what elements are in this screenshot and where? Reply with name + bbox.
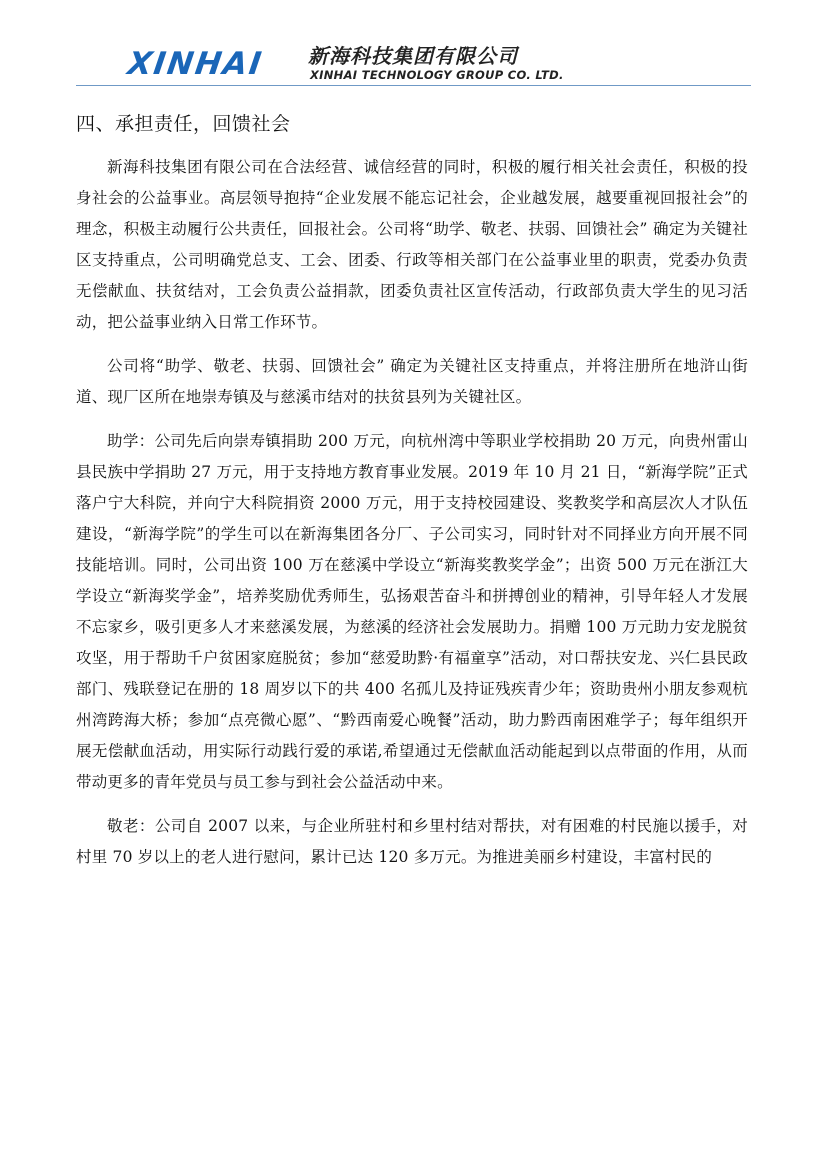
- paragraph-elderly-care: 敬老：公司自 2007 以来，与企业所驻村和乡里村结对帮扶，对有困难的村民施以援手，对村里 70 岁以上的老人进行慰问，累计已达 120 多万元。为推进美丽乡村建设，丰富村民的: [76, 817, 748, 866]
- paragraph-intro: 新海科技集团有限公司在合法经营、诚信经营的同时，积极的履行相关社会责任，积极的投身社会的公益事业。高层领导抱持“企业发展不能忘记社会，企业越发展，越要重视回报社会”的理念，积极主动履行公共责任，回报社会。公司将“助学、敬老、扶弱、回馈社会” 确定为关键社区支持重点，公司明确党总支、工会、团委、行政等相关部门在公益事业里的职责，党委办负责无偿献血、扶贫结对，工会负责公益捐款，团委负责社区宣传活动，行政部负责大学生的见习活动，把公益事业纳入日常工作环节。: [76, 158, 748, 331]
- company-name-en: XINHAI TECHNOLOGY GROUP CO. LTD.: [310, 68, 564, 82]
- paragraph-key-communities: 公司将“助学、敬老、扶弱、回馈社会” 确定为关键社区支持重点，并将注册所在地浒山街道、现厂区所在地崇寿镇及与慈溪市结对的扶贫县列为关键社区。: [76, 357, 748, 406]
- section-heading: 四、承担责任，回馈社会: [76, 113, 291, 135]
- header-divider: [76, 85, 751, 86]
- company-logo-wordmark: XINHAI: [125, 46, 266, 82]
- company-name-cn: 新海科技集团有限公司: [308, 44, 518, 68]
- document-body: [76, 110, 748, 886]
- paragraph-education-support: 助学：公司先后向崇寿镇捐助 200 万元，向杭州湾中等职业学校捐助 20 万元，向贵州雷山县民族中学捐助 27 万元，用于支持地方教育事业发展。2019 年 10 月 21 日，“新海学院”正式落户宁大科院，并向宁大科院捐资 2000 万元，用于支持校园建设、奖教奖学和高层次人才队伍建设，“新海学院”的学生可以在新海集团各分厂、子公司实习，同时针对不同择业方向开展不同技能培训。同时，公司出资 100 万在慈溪中学设立“新海奖教奖学金”；出资 500 万元在浙江大学设立“新海奖学金”，培养奖励优秀师生，弘扬艰苦奋斗和拼搏创业的精神，引导年轻人才发展不忘家乡，吸引更多人才来慈溪发展，为慈溪的经济社会发展助力。捐赠 100 万元助力安龙脱贫攻坚，用于帮助千户贫困家庭脱贫；参加“慈爱助黔·有福童享”活动，对口帮扶安龙、兴仁县民政部门、残联登记在册的 18 周岁以下的共 400 名孤儿及持证残疾青少年；资助贵州小朋友参观杭州湾跨海大桥；参加“点亮微心愿”、“黔西南爱心晚餐”活动，助力黔西南困难学子；每年组织开展无偿献血活动，用实际行动践行爱的承诺,希望通过无偿献血活动能起到以点带面的作用，从而带动更多的青年党员与员工参与到社会公益活动中来。: [76, 432, 748, 791]
